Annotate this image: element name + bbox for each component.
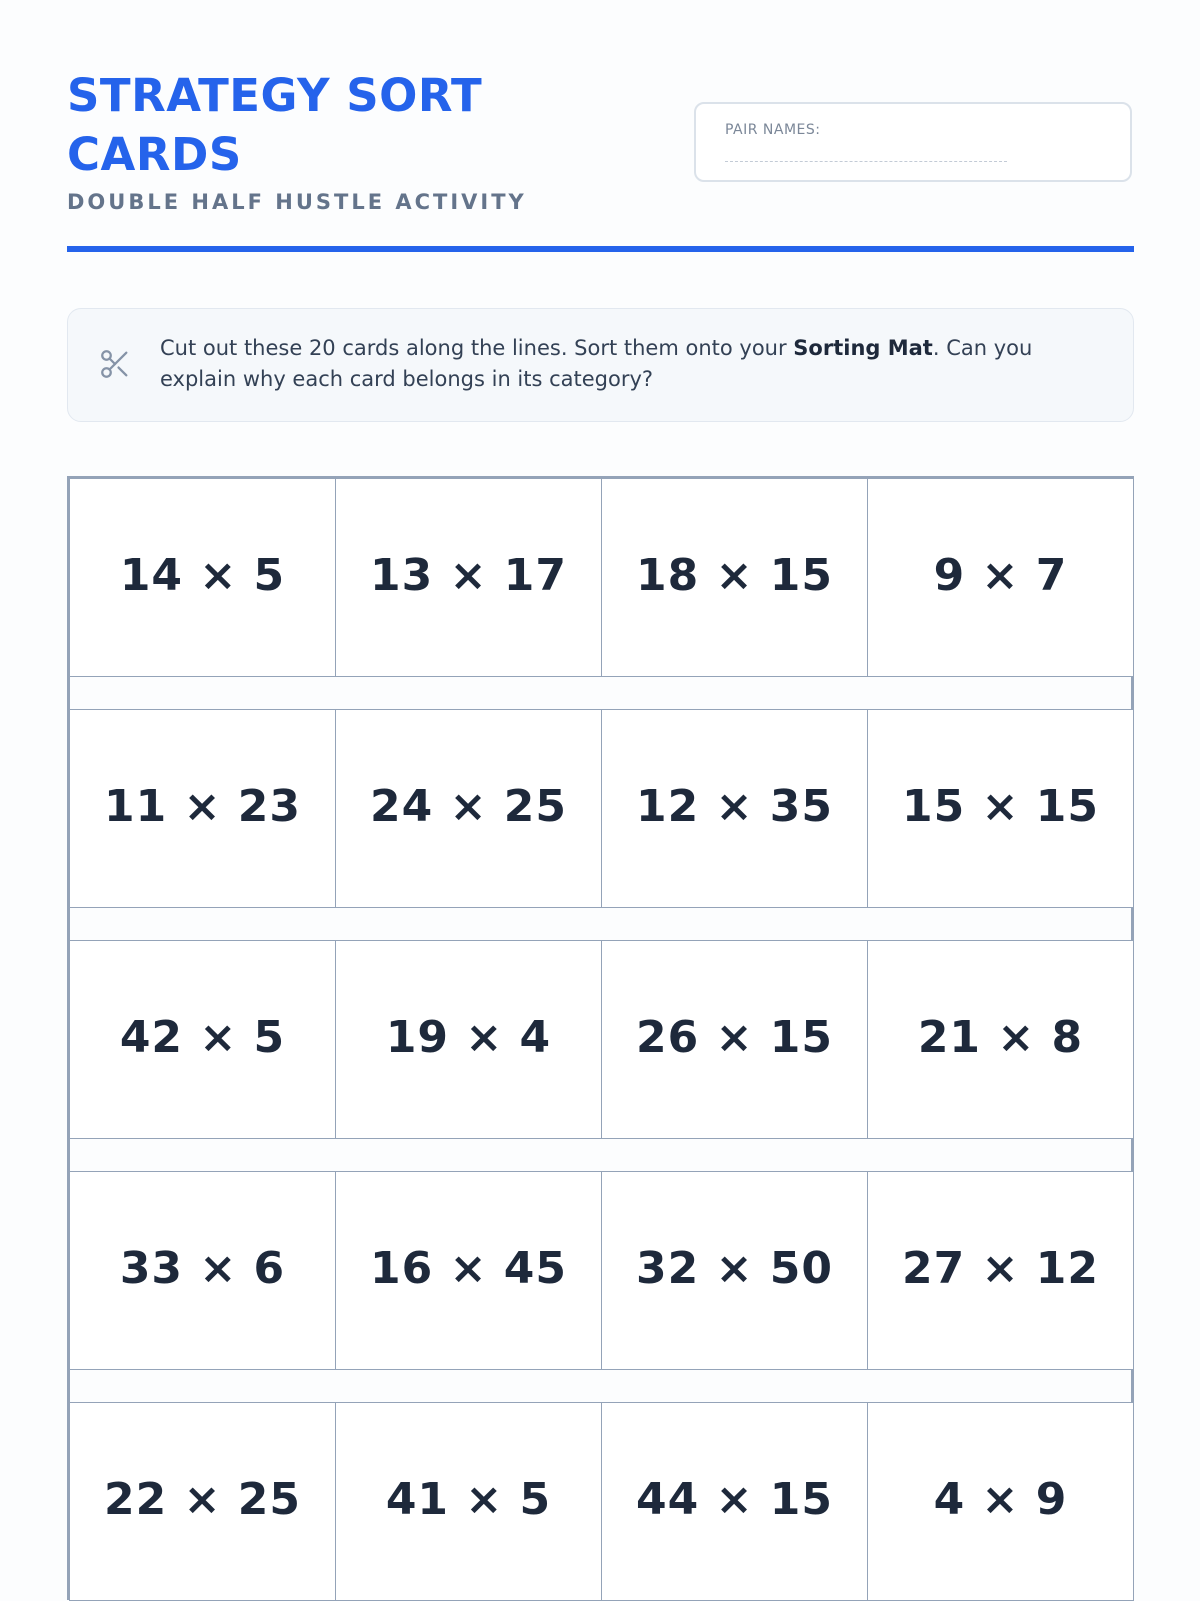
sort-card[interactable]: [69, 478, 336, 677]
card-expression: 24 × 25: [370, 781, 567, 832]
card-expression: 26 × 15: [636, 1012, 833, 1063]
sort-card[interactable]: [69, 1402, 336, 1601]
sort-card[interactable]: [335, 709, 602, 908]
page-title: STRATEGY SORT CARDS: [67, 69, 483, 181]
worksheet: [67, 0, 1134, 1525]
card-expression: 9 × 7: [933, 550, 1068, 601]
card-expression: 42 × 5: [119, 1012, 286, 1063]
sort-card[interactable]: [867, 709, 1134, 908]
sort-card[interactable]: [867, 940, 1134, 1139]
sort-card[interactable]: [335, 940, 602, 1139]
sort-card[interactable]: [867, 1171, 1134, 1370]
card-expression: 14 × 5: [119, 550, 286, 601]
sort-card[interactable]: [69, 709, 336, 908]
instructions-text-start: Cut out these 20 cards along the lines. Sort them onto your: [160, 336, 794, 360]
card-expression: 32 × 50: [636, 1243, 833, 1294]
sort-card[interactable]: [69, 940, 336, 1139]
page-subtitle: DOUBLE HALF HUSTLE ACTIVITY: [67, 190, 527, 214]
card-expression: 13 × 17: [370, 550, 567, 601]
card-expression: 12 × 35: [636, 781, 833, 832]
card-expression: 15 × 15: [902, 781, 1099, 832]
sort-card[interactable]: [601, 478, 868, 677]
instructions-bold: Sorting Mat: [793, 336, 933, 360]
instructions-text-end: . Can you explain why each card belongs in its category?: [160, 336, 1033, 391]
sort-card[interactable]: [335, 1402, 602, 1601]
sort-card[interactable]: [601, 1402, 868, 1601]
sort-card[interactable]: [69, 1171, 336, 1370]
header-divider: [67, 246, 1134, 252]
card-expression: 11 × 23: [104, 781, 301, 832]
pair-names-line[interactable]: [725, 161, 1007, 162]
card-expression: 27 × 12: [902, 1243, 1099, 1294]
instructions-text: [160, 333, 1060, 395]
card-expression: 16 × 45: [370, 1243, 567, 1294]
header: [67, 0, 1134, 260]
card-expression: 33 × 6: [119, 1243, 286, 1294]
instructions-box: [67, 308, 1134, 422]
card-expression: 21 × 8: [917, 1012, 1084, 1063]
card-grid: [67, 476, 1134, 1600]
scissors-icon: [98, 347, 132, 381]
card-expression: 22 × 25: [104, 1474, 301, 1525]
card-expression: 18 × 15: [636, 550, 833, 601]
card-expression: 41 × 5: [385, 1474, 552, 1525]
sort-card[interactable]: [601, 940, 868, 1139]
pair-names-label: PAIR NAMES:: [725, 122, 821, 138]
sort-card[interactable]: [867, 1402, 1134, 1601]
pair-names-box[interactable]: [694, 102, 1132, 182]
sort-card[interactable]: [335, 478, 602, 677]
sort-card[interactable]: [335, 1171, 602, 1370]
sort-card[interactable]: [867, 478, 1134, 677]
card-expression: 19 × 4: [385, 1012, 552, 1063]
card-expression: 44 × 15: [636, 1474, 833, 1525]
sort-card[interactable]: [601, 709, 868, 908]
card-expression: 4 × 9: [933, 1474, 1068, 1525]
sort-card[interactable]: [601, 1171, 868, 1370]
